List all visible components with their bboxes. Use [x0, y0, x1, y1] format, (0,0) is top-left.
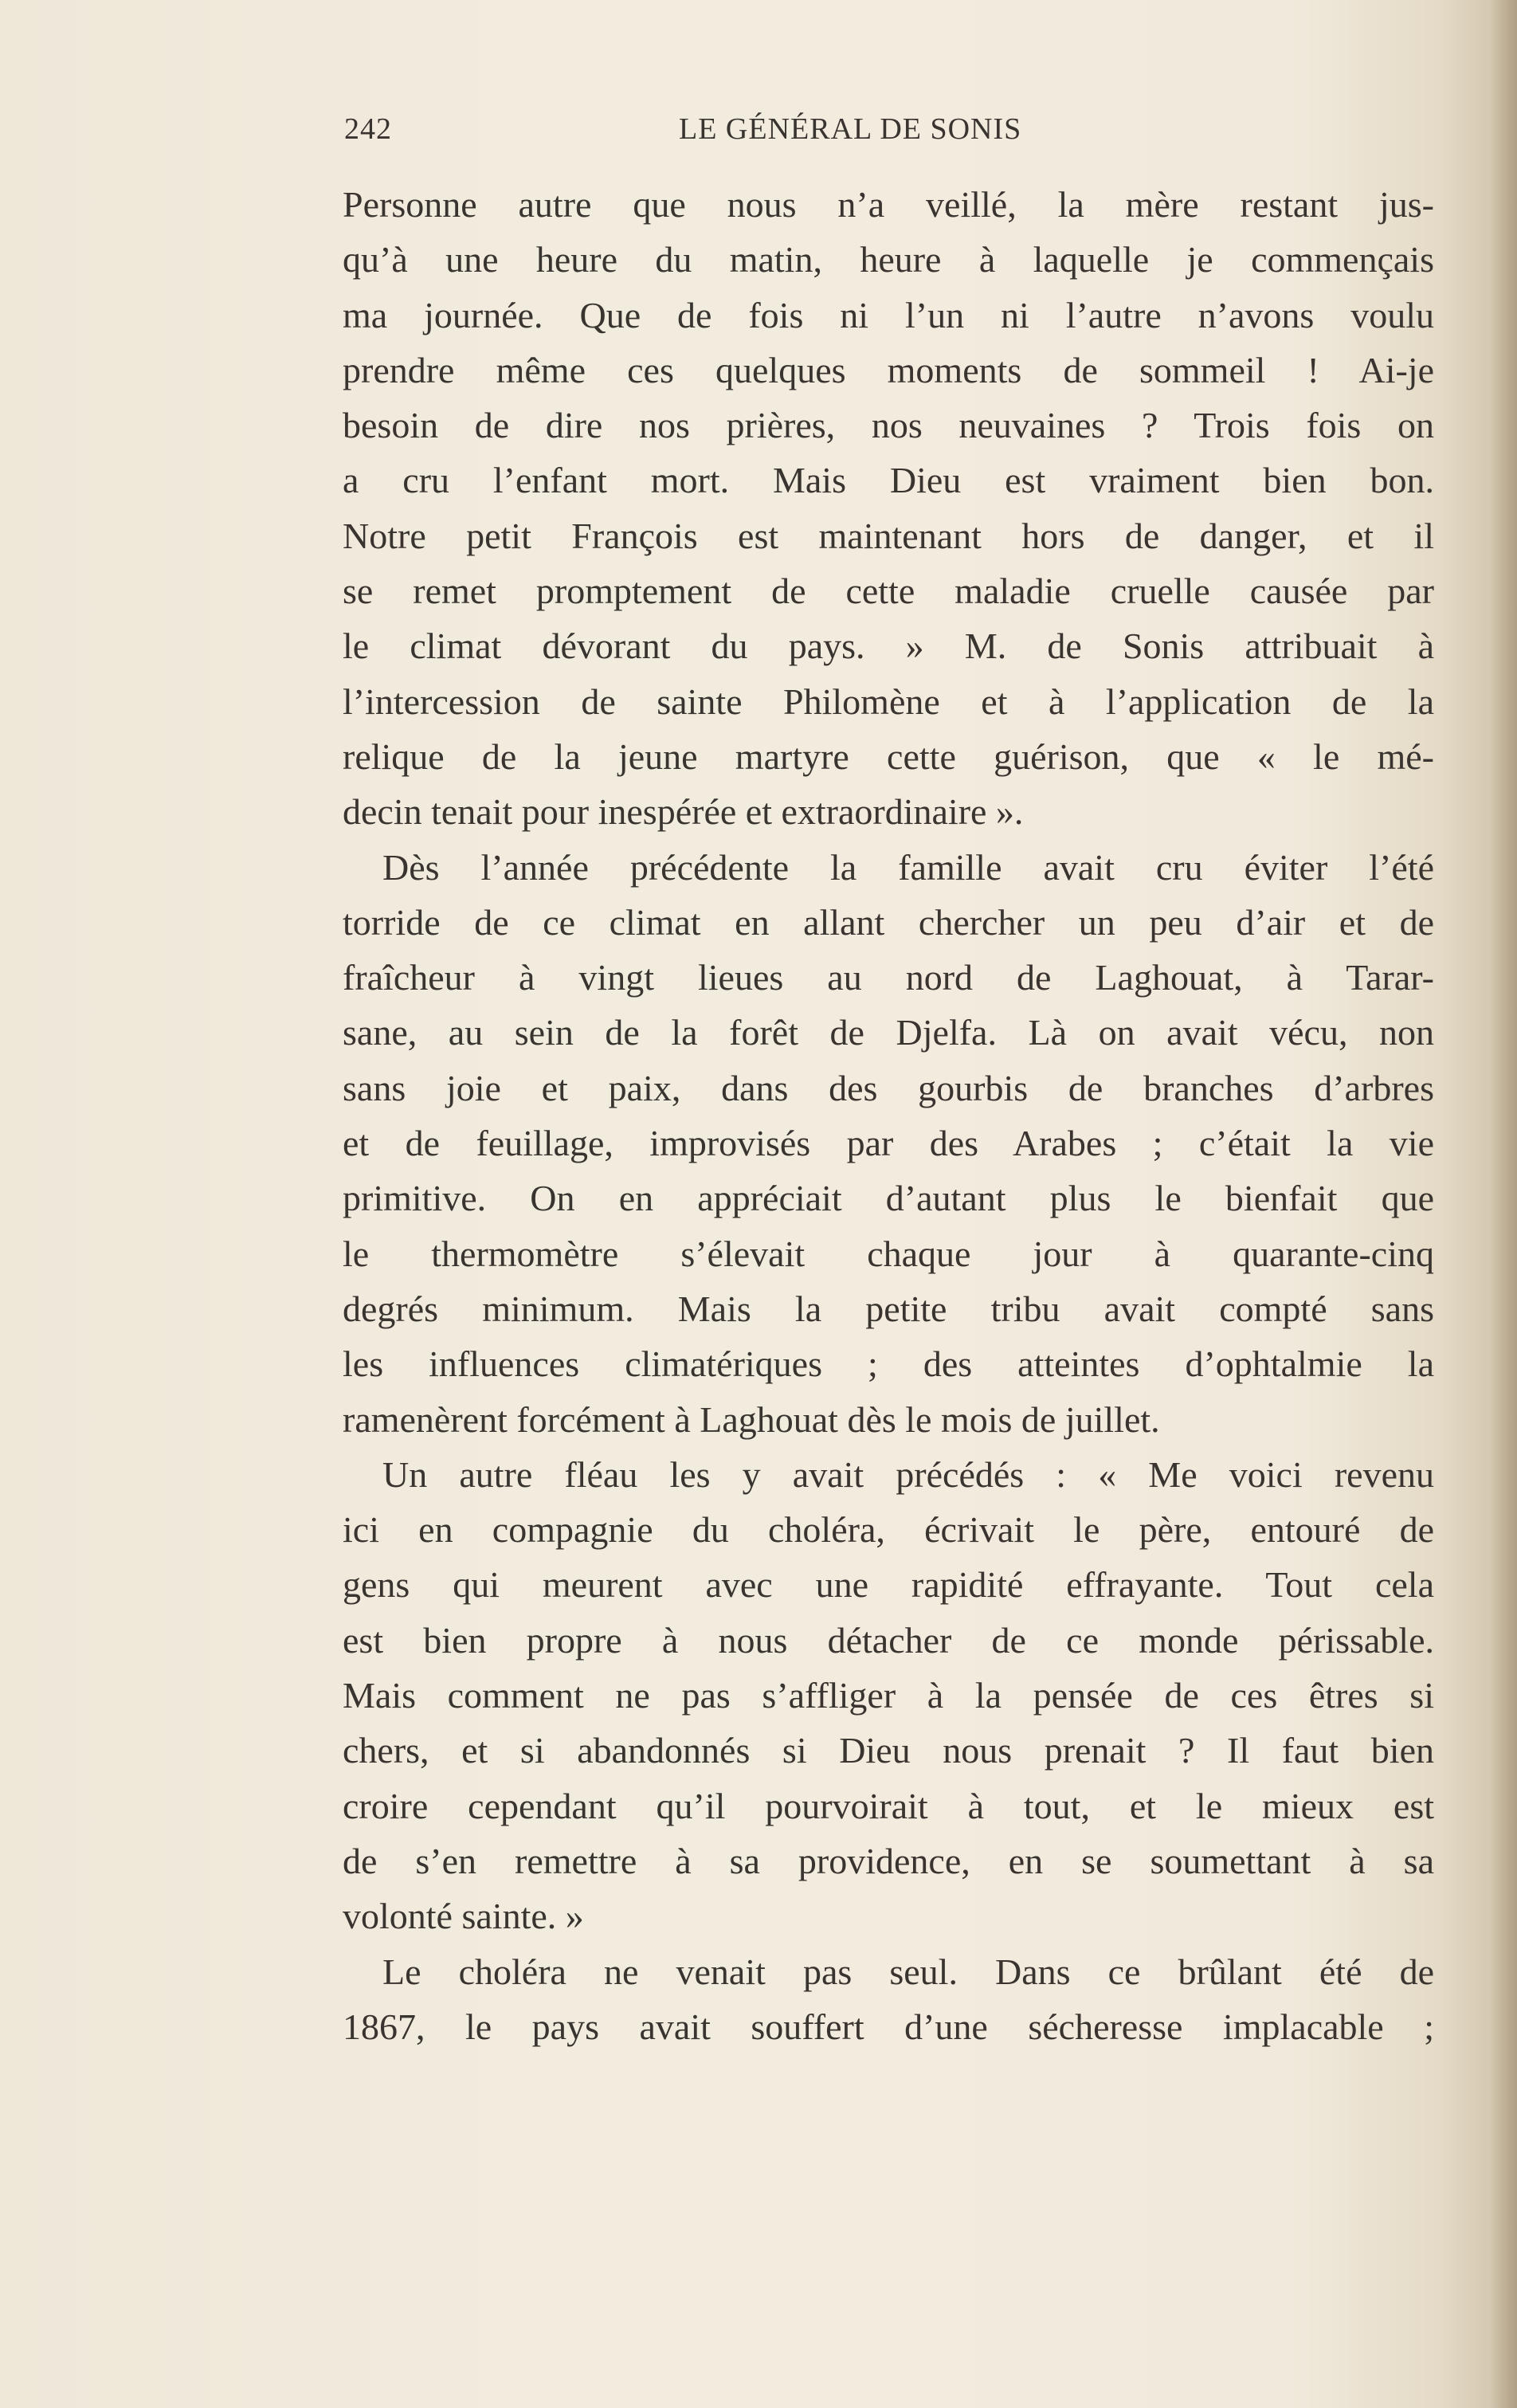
text-line: primitive. On en appréciait d’autant plus le bienfait que — [343, 1178, 1434, 1219]
text-line: decin tenait pour inespérée et extraordinaire ». — [343, 791, 1024, 833]
text-line: sans joie et paix, dans des gourbis de branches d’arbres — [343, 1067, 1434, 1108]
text-line: relique de la jeune martyre cette guérison, que « le mé- — [343, 735, 1434, 777]
page-edge-shadow — [1490, 0, 1517, 2408]
text-line: croire cependant qu’il pourvoirait à tout, et le mieux est — [343, 1785, 1434, 1826]
body-text — [343, 177, 1434, 2054]
text-line: qu’à une heure du matin, heure à laquelle je commençais — [343, 239, 1434, 280]
text-line: chers, et si abandonnés si Dieu nous prenait ? Il faut bien — [343, 1730, 1434, 1771]
text-line: volonté sainte. » — [343, 1896, 584, 1937]
text-line: fraîcheur à vingt lieues au nord de Laghouat, à Tarar- — [343, 957, 1434, 998]
text-line: ma journée. Que de fois ni l’un ni l’autre n’avons voulu — [343, 294, 1434, 335]
text-line: Personne autre que nous n’a veillé, la mère restant jus- — [343, 184, 1434, 225]
text-line: ici en compagnie du choléra, écrivait le père, entouré de — [343, 1509, 1434, 1551]
text-line: ramenèrent forcément à Laghouat dès le mois de juillet. — [343, 1398, 1160, 1440]
running-head — [344, 112, 1157, 159]
text-line: Dès l’année précédente la famille avait cru éviter l’été — [382, 846, 1434, 888]
text-line: 1867, le pays avait souffert d’une sécheresse implacable ; — [343, 2006, 1434, 2047]
text-line: sane, au sein de la forêt de Djelfa. Là on avait vécu, non — [343, 1012, 1434, 1053]
text-line: Un autre fléau les y avait précédés : « Me voici revenu — [382, 1453, 1434, 1495]
text-line: Notre petit François est maintenant hors de danger, et il — [343, 515, 1434, 556]
text-line: l’intercession de sainte Philomène et à l’application de la — [343, 680, 1434, 722]
page-number: 242 — [344, 112, 392, 146]
text-line: Mais comment ne pas s’affliger à la pensée de ces êtres si — [343, 1675, 1434, 1716]
text-line: les influences climatériques ; des atteintes d’ophtalmie la — [343, 1343, 1434, 1385]
text-line: et de feuillage, improvisés par des Arabes ; c’était la vie — [343, 1123, 1434, 1164]
text-line: degrés minimum. Mais la petite tribu avait compté sans — [343, 1288, 1434, 1329]
text-line: Le choléra ne venait pas seul. Dans ce brûlant été de — [382, 1951, 1434, 1992]
text-line: gens qui meurent avec une rapidité effrayante. Tout cela — [343, 1564, 1434, 1606]
text-line: besoin de dire nos prières, nos neuvaines ? Trois fois on — [343, 405, 1434, 446]
text-line: de s’en remettre à sa providence, en se soumettant à sa — [343, 1840, 1434, 1881]
text-line: a cru l’enfant mort. Mais Dieu est vraiment bien bon. — [343, 460, 1434, 501]
text-line: le thermomètre s’élevait chaque jour à quarante-cinq — [343, 1233, 1434, 1274]
text-line: prendre même ces quelques moments de sommeil ! Ai-je — [343, 349, 1434, 390]
text-line: torride de ce climat en allant chercher un peu d’air et de — [343, 901, 1434, 943]
text-line: le climat dévorant du pays. » M. de Sonis attribuait à — [343, 626, 1434, 667]
text-line: se remet promptement de cette maladie cruelle causée par — [343, 571, 1434, 612]
text-line: est bien propre à nous détacher de ce monde périssable. — [343, 1619, 1434, 1661]
running-title: LE GÉNÉRAL DE SONIS — [679, 112, 1022, 146]
